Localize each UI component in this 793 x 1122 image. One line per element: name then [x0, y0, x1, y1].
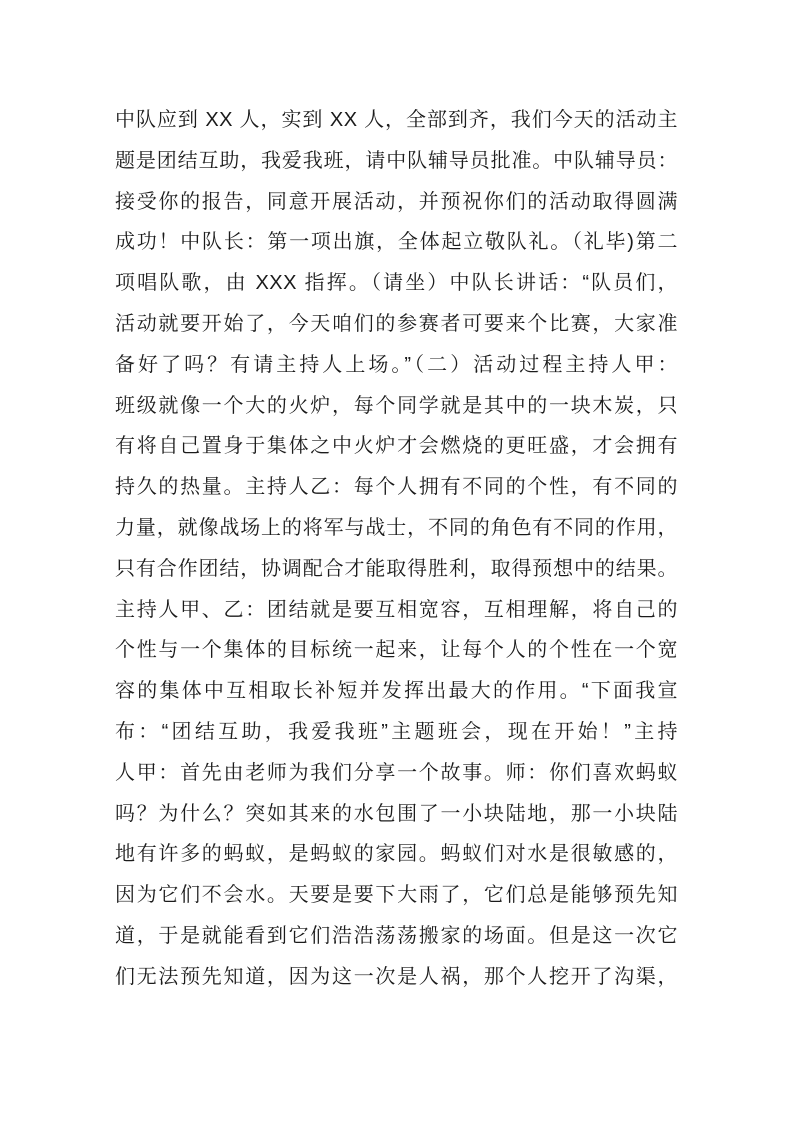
- text-line: 地有许多的蚂蚁，是蚂蚁的家园。蚂蚁们对水是很敏感的，: [115, 843, 678, 866]
- text-line: 只有合作团结，协调配合才能取得胜利，取得预想中的结果。: [115, 557, 678, 580]
- text-line: 人甲：首先由老师为我们分享一个故事。师：你们喜欢蚂蚁: [115, 761, 678, 784]
- text-line: 项唱队歌，由 XXX 指挥。（请坐）中队长讲话：“队员们，: [115, 272, 678, 295]
- text-line: 题是团结互助，我爱我班，请中队辅导员批准。中队辅导员：: [115, 149, 678, 172]
- text-line: 中队应到 XX 人，实到 XX 人，全部到齐，我们今天的活动主: [115, 109, 678, 131]
- text-line: 因为它们不会水。天要是要下大雨了，它们总是能够预先知: [115, 884, 678, 907]
- text-line: 接受你的报告，同意开展活动，并预祝你们的活动取得圆满: [115, 190, 678, 213]
- text-line: 力量，就像战场上的将军与战士，不同的角色有不同的作用，: [115, 516, 678, 539]
- text-line: 班级就像一个大的火炉，每个同学就是其中的一块木炭，只: [115, 394, 678, 417]
- text-line: 容的集体中互相取长补短并发挥出最大的作用。“下面我宣: [115, 680, 678, 703]
- text-line: 们无法预先知道，因为这一次是人祸，那个人挖开了沟渠，: [115, 965, 678, 988]
- text-line: 个性与一个集体的目标统一起来，让每个人的个性在一个宽: [115, 639, 678, 662]
- paragraph-block: [115, 100, 678, 998]
- text-line: 备好了吗？有请主持人上场。”（二）活动过程主持人甲：: [115, 353, 678, 376]
- text-line: 有将自己置身于集体之中火炉才会燃烧的更旺盛，才会拥有: [115, 435, 678, 458]
- text-line: 活动就要开始了，今天咱们的参赛者可要来个比赛，大家准: [115, 312, 678, 335]
- text-line: 成功！中队长：第一项出旗，全体起立敬队礼。（礼毕)第二: [115, 231, 678, 254]
- text-line: 布：“团结互助，我爱我班”主题班会，现在开始！”主持: [115, 720, 678, 743]
- text-line: 吗？为什么？突如其来的水包围了一小块陆地，那一小块陆: [115, 802, 678, 825]
- text-line: 道，于是就能看到它们浩浩荡荡搬家的场面。但是这一次它: [115, 924, 678, 947]
- text-line: 持久的热量。主持人乙：每个人拥有不同的个性，有不同的: [115, 476, 678, 499]
- text-line: 主持人甲、乙：团结就是要互相宽容，互相理解，将自己的: [115, 598, 678, 621]
